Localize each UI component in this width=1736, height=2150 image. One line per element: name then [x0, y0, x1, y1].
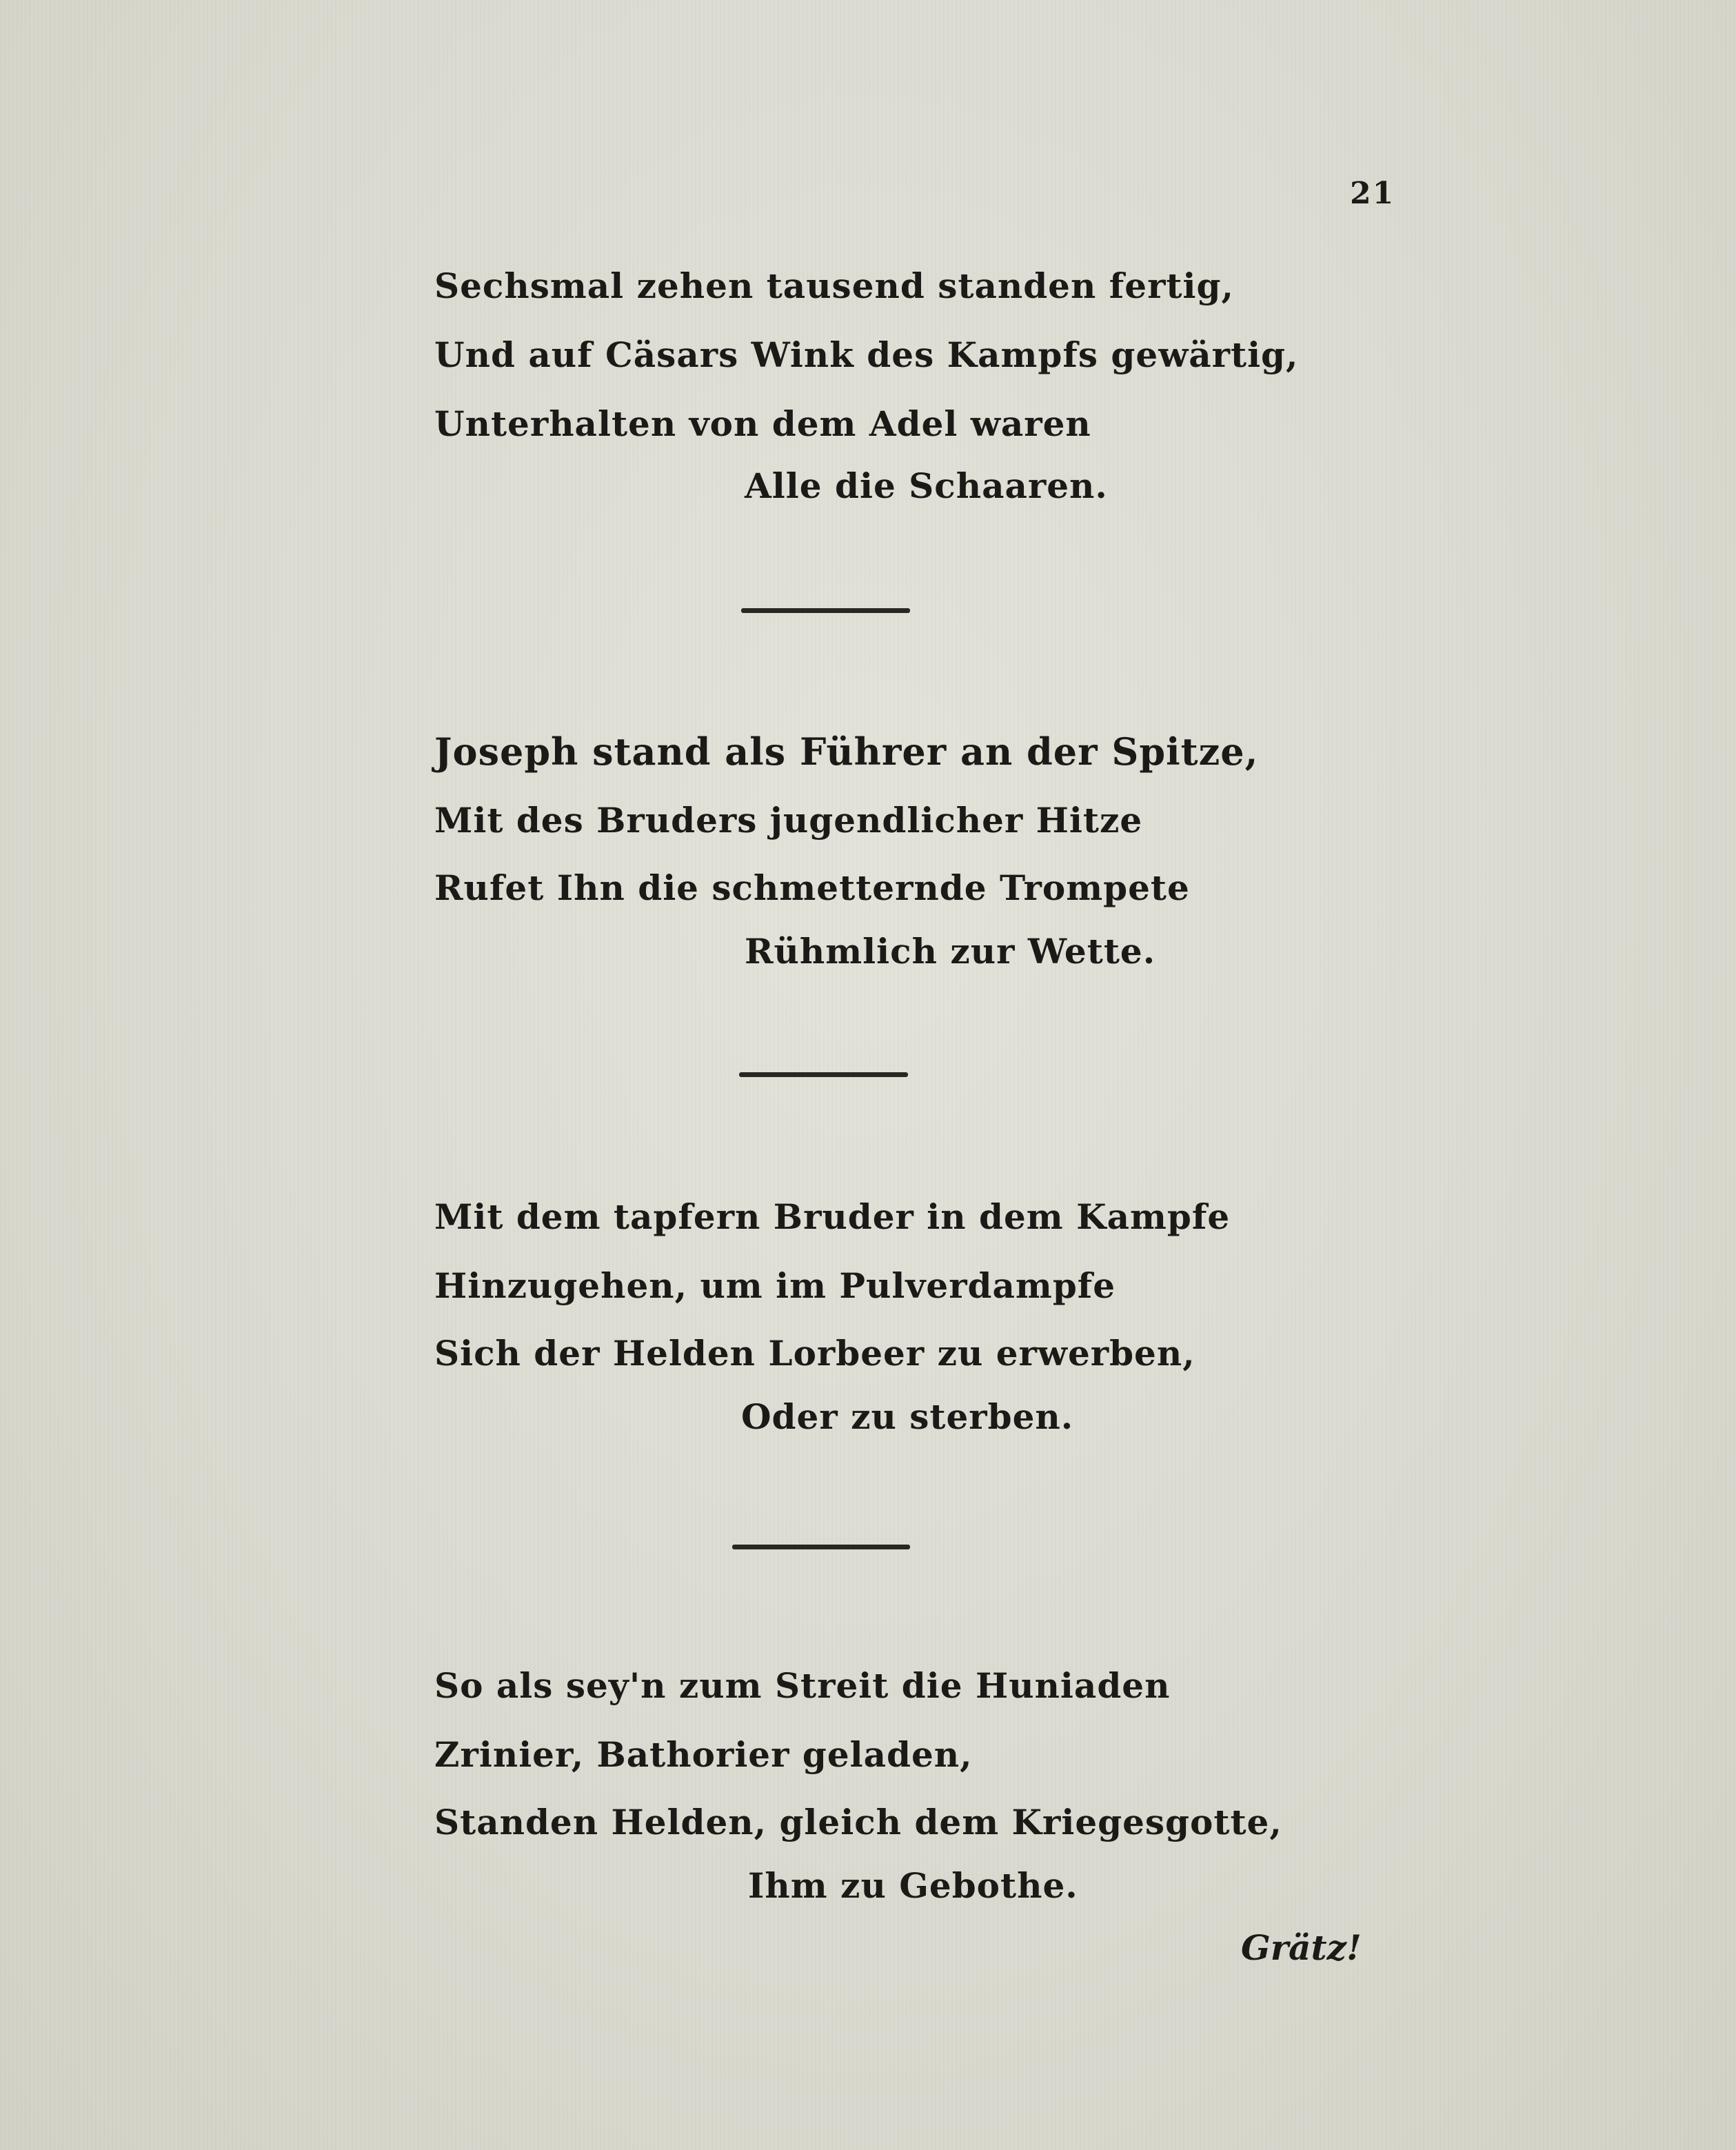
- verse-line: Hinzugehen, um im Pulverdampfe: [434, 1265, 1116, 1306]
- verse-line: Zrinier, Bathorier geladen,: [434, 1734, 973, 1775]
- verse-line: Mit dem tapfern Bruder in dem Kampfe: [434, 1196, 1231, 1237]
- verse-line: Rühmlich zur Wette.: [745, 931, 1156, 972]
- section-divider: [741, 608, 910, 613]
- verse-line: Unterhalten von dem Adel waren: [434, 403, 1091, 444]
- verse-line: Rufet Ihn die schmetternde Trompete: [434, 867, 1190, 908]
- section-divider: [732, 1545, 910, 1549]
- verse-line: Alle die Schaaren.: [745, 465, 1108, 506]
- verse-line: Joseph stand als Führer an der Spitze,: [434, 730, 1259, 774]
- verse-line: Und auf Cäsars Wink des Kampfs gewärtig,: [434, 334, 1299, 375]
- verse-line: Mit des Bruders jugendlicher Hitze: [434, 800, 1143, 841]
- verse-line: Oder zu sterben.: [741, 1396, 1074, 1437]
- verse-line: Sich der Helden Lorbeer zu erwerben,: [434, 1333, 1195, 1374]
- signature: Grätz!: [1241, 1927, 1362, 1968]
- verse-line: Standen Helden, gleich dem Kriegesgotte,: [434, 1802, 1282, 1842]
- verse-line: Sechsmal zehen tausend standen fertig,: [434, 265, 1234, 306]
- verse-line: So als sey'n zum Streit die Huniaden: [434, 1665, 1171, 1706]
- verse-line: Ihm zu Gebothe.: [748, 1865, 1078, 1906]
- page-number: 21: [1350, 176, 1395, 211]
- section-divider: [739, 1072, 908, 1077]
